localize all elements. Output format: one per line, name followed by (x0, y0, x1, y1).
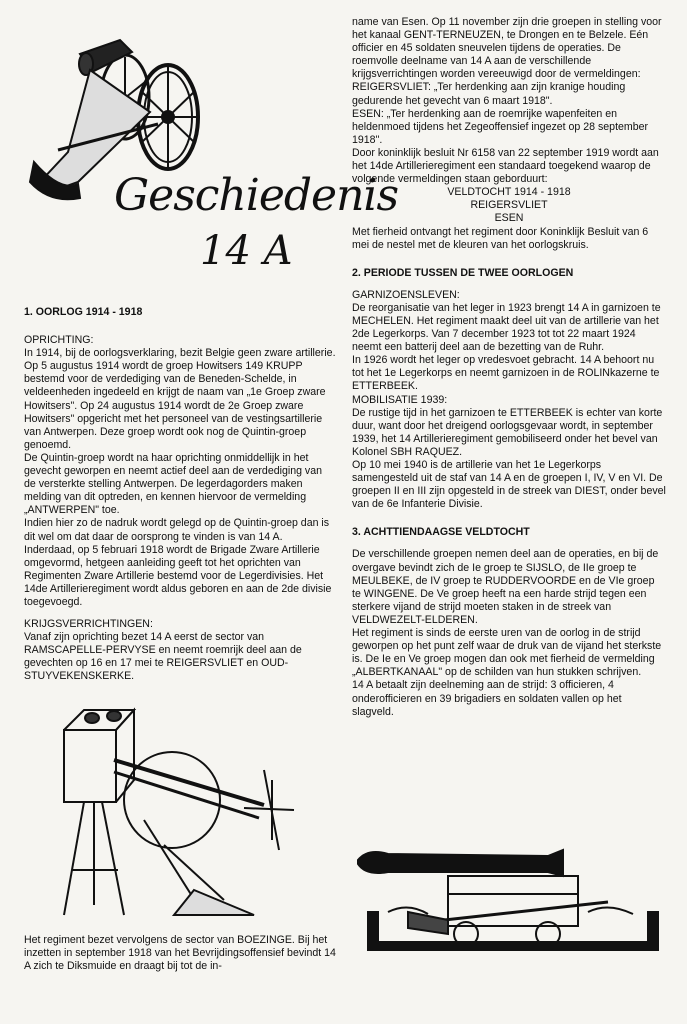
mobilisatie-label: MOBILISATIE 1939: (352, 393, 448, 406)
section-heading-2: 2. PERIODE TUSSEN DE TWEE OORLOGEN (352, 266, 574, 279)
left-column (24, 306, 336, 684)
paragraph: De rustige tijd in het garnizoen te ETTERBEEK is echter van korte duur, want door het dreigend oorlogsgevaar wordt, in september 1939, het 14 Artillerieregiment gemobiliseerd onder het bevel van Kolonel SBH RAQUEZ. (352, 406, 663, 458)
title-14a: 14 A (200, 228, 293, 274)
paragraph: In 1914, bij de oorlogsverklaring, bezit Belgie geen zware artillerie. Op 5 augustus 1914 wordt de groep Howitsers 149 KRUPP bestemd voor de verdediging van de Beneden-Schelde, in veldeenheden ingedeeld en krijgt de naam van „1e Groep zware Howitsers". Op 24 augustus 1914 wordt de 2e Groep zware Howitsers" opgericht met het personeel van de vestingsartillerie van Antwerpen. Deze groep wordt ook nog de Quintin-groep genoemd. (24, 347, 336, 451)
paragraph: Indien hier zo de nadruk wordt gelegd op de Quintin-groep dan is dit wel om dat daar de oorsprong te vinden is van 14 A. Inderdaad, op 5 februari 1918 wordt de Brigade Zware Artillerie omgevormd, hetgeen aanleiding geeft tot het oprichten van Regimenten Zware Artillerie bestemd voor de Legerdivisies. Het 14de Artillerieregiment wordt aldus geboren en aan de 2de divisie toegevoegd. (24, 517, 332, 608)
mortar-illustration (54, 700, 314, 925)
krijgsverrichtingen-label: KRIJGSVERRICHTINGEN: (24, 618, 153, 631)
paragraph: Vanaf zijn oprichting bezet 14 A eerst de sector van RAMSCAPELLE-PERVYSE en neemt roemrijk deel aan de gevechten op 16 en 17 mei te REIGERSVLIET en OUD-STUYVEKENSKERKE. (24, 631, 302, 683)
vermelding-3: ESEN (494, 212, 524, 225)
vermelding-1: VELDTOCHT 1914 - 1918 (447, 186, 571, 199)
paragraph: Met fierheid ontvangt het regiment door Koninklijk Besluit van 6 mei de nestel met de kleuren van het oorlogskruis. (352, 225, 649, 251)
paragraph: De reorganisatie van het leger in 1923 brengt 14 A in garnizoen te MECHELEN. Het regiment maakt deel uit van de artillerie van het 2de Legerkorps. Van 7 december 1923 tot tot 22 maart 1924 neemt een batterij deel aan de bezetting van de Ruhr. (352, 301, 661, 354)
section-heading-1: 1. OORLOG 1914 - 1918 (24, 306, 143, 318)
paragraph: Op 10 mei 1940 is de artillerie van het 1e Legerkorps samengesteld uit de staf van 14 A en de groepen I, IV, V en VI. De groepen II en III zijn opgesteld in de streek van DIEST, onder bevel van de 6e Infanterie Divisie. (352, 459, 666, 511)
vermelding-2: REIGERSVLIET (470, 199, 548, 212)
paragraph: De Quintin-groep wordt na haar oprichting onmiddellijk in het gevecht geworpen en neemt actief deel aan de verdediging van de versterkte stelling Antwerpen. De legerdagorders maken melding van dit optreden, en kennen hiervoor de vermelding „ANTWERPEN" toe. (24, 451, 323, 517)
paragraph: De verschillende groepen nemen deel aan de operaties, en bij de overgave bevindt zich de Ie groep te SIJSLO, de IIe groep te MEULBEKE, de IV groep te RUDDERVOORDE en de VIe groep te WINGENE. De Ve groep heeft na een harde strijd tegen een sterkere vijand de strijd moeten staken in de streek van VELDWEZELT-ELDEREN. (352, 548, 659, 626)
paragraph: ESEN: „Ter herdenking aan de roemrijke wapenfeiten en heldenmoed tijdens het Zegeoffensief ingezet op 28 september 1918". (352, 107, 649, 146)
paragraph: Het regiment bezet vervolgens de sector van BOEZINGE. Bij het inzetten in september 1918 van het Bevrijdingsoffensief bevindt 14 A zich te Diksmuide en draagt bij tot de in- (24, 934, 336, 973)
siege-cannon-illustration (348, 842, 668, 952)
oprichting-label: OPRICHTING: (24, 334, 94, 347)
section-heading-3: 3. ACHTTIENDAAGSE VELDTOCHT (352, 526, 530, 539)
title-geschiedenis: Geschiedenis (114, 170, 399, 221)
garnizoensleven-label: GARNIZOENSLEVEN: (352, 288, 460, 301)
paragraph: Door koninklijk besluit Nr 6158 van 22 september 1919 wordt aan het 14de Artillerieregiment een standaard toegekend waarop de volgende vermeldingen staan geborduurt: (352, 146, 659, 186)
paragraph: In 1926 wordt het leger op vredesvoet gebracht. 14 A behoort nu tot het 1e Legerkorps en neemt garnizoen in de ROLINkazerne te ETTERBEEK. (352, 354, 660, 393)
left-column-bottom (24, 934, 336, 973)
paragraph: Het regiment is sinds de eerste uren van de oorlog in de strijd geworpen op het punt zelf waar de druk van de vijand het sterkste is. De Ie en Ve groep mogen dan ook met fierheid de vermelding „ALBERTKANAAL" op de schilden van hun stukken schrijven. (352, 627, 662, 679)
right-column (352, 16, 666, 719)
paragraph: name van Esen. Op 11 november zijn drie groepen in stelling voor het kanaal GENT-TERNEUZEN, te Drongen en te Belzele. Eén officier en 45 soldaten sneuvelen tijdens de operaties. De roemvolle deelname van 14 A aan de verschillende krijgsverrichtingen worden vereeuwigd door de vermeldingen: (352, 16, 662, 81)
paragraph: 14 A betaalt zijn deelneming aan de strijd: 3 officieren, 4 onderofficieren en 39 brigadiers en soldaten vallen op het slagveld. (352, 679, 622, 718)
paragraph: REIGERSVLIET: „Ter herdenking aan zijn kranige houding gedurende het gevecht van 6 maart 1918". (352, 81, 626, 107)
